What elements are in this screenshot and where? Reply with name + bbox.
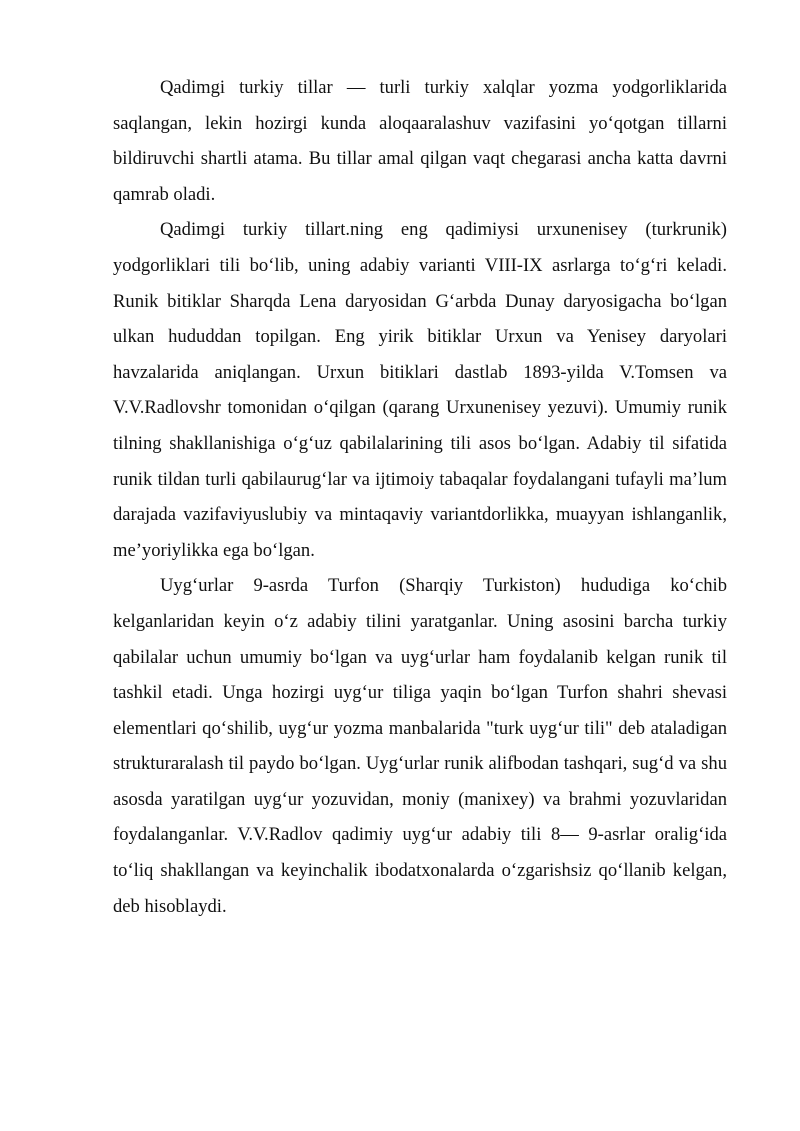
document-page (113, 70, 727, 924)
paragraph: Qadimgi turkiy tillart.ning eng qadimiysi urxunenisey (turkrunik) yodgorliklari tili bo‘lib, uning adabiy varianti VIII-IX asrlarga to‘g‘ri keladi. Runik bitiklar Sharqda Lena daryosidan G‘arbda Dunay daryosigacha bo‘lgan ulkan hududdan topilgan. Eng yirik bitiklar Urxun va Yenisey daryolari havzalarida aniqlangan. Urxun bitiklari dastlab 1893-yilda V.Tomsen va V.V.Radlovshr tomonidan o‘qilgan (qarang Urxunenisey yezuvi). Umumiy runik tilning shakllanishiga o‘g‘uz qabilalarining tili asos bo‘lgan. Adabiy til sifatida runik tildan turli qabilaurug‘lar va ijtimoiy tabaqalar foydalangani tufayli ma’lum darajada vazifaviyuslubiy va mintaqaviy variantdorlikka, muayyan ishlanganlik, me’yoriylikka ega bo‘lgan. (113, 219, 727, 561)
paragraph: Qadimgi turkiy tillar — turli turkiy xalqlar yozma yodgorliklarida saqlangan, lekin hozirgi kunda aloqaaralashuv vazifasini yo‘qotgan tillarni bildiruvchi shartli atama. Bu tillar amal qilgan vaqt chegarasi ancha katta davrni qamrab oladi. (113, 77, 727, 205)
paragraph: Uyg‘urlar 9-asrda Turfon (Sharqiy Turkiston) hududiga ko‘chib kelganlaridan keyin o‘z adabiy tilini yaratganlar. Uning asosini barcha turkiy qabilalar uchun umumiy bo‘lgan va uyg‘urlar ham foydalanib kelgan runik til tashkil etadi. Unga hozirgi uyg‘ur tiliga yaqin bo‘lgan Turfon shahri shevasi elementlari qo‘shilib, uyg‘ur yozma manbalarida "turk uyg‘ur tili" deb ataladigan strukturaralash til paydo bo‘lgan. Uyg‘urlar runik alifbodan tashqari, sug‘d va shu asosda yaratilgan uyg‘ur yozuvidan, moniy (manixey) va brahmi yozuvlaridan foydalanganlar. V.V.Radlov qadimiy uyg‘ur adabiy tili 8— 9-asrlar oralig‘ida to‘liq shakllangan va keyinchalik ibodatxonalarda o‘zgarishsiz qo‘llanib kelgan, deb hisoblaydi. (113, 575, 727, 917)
